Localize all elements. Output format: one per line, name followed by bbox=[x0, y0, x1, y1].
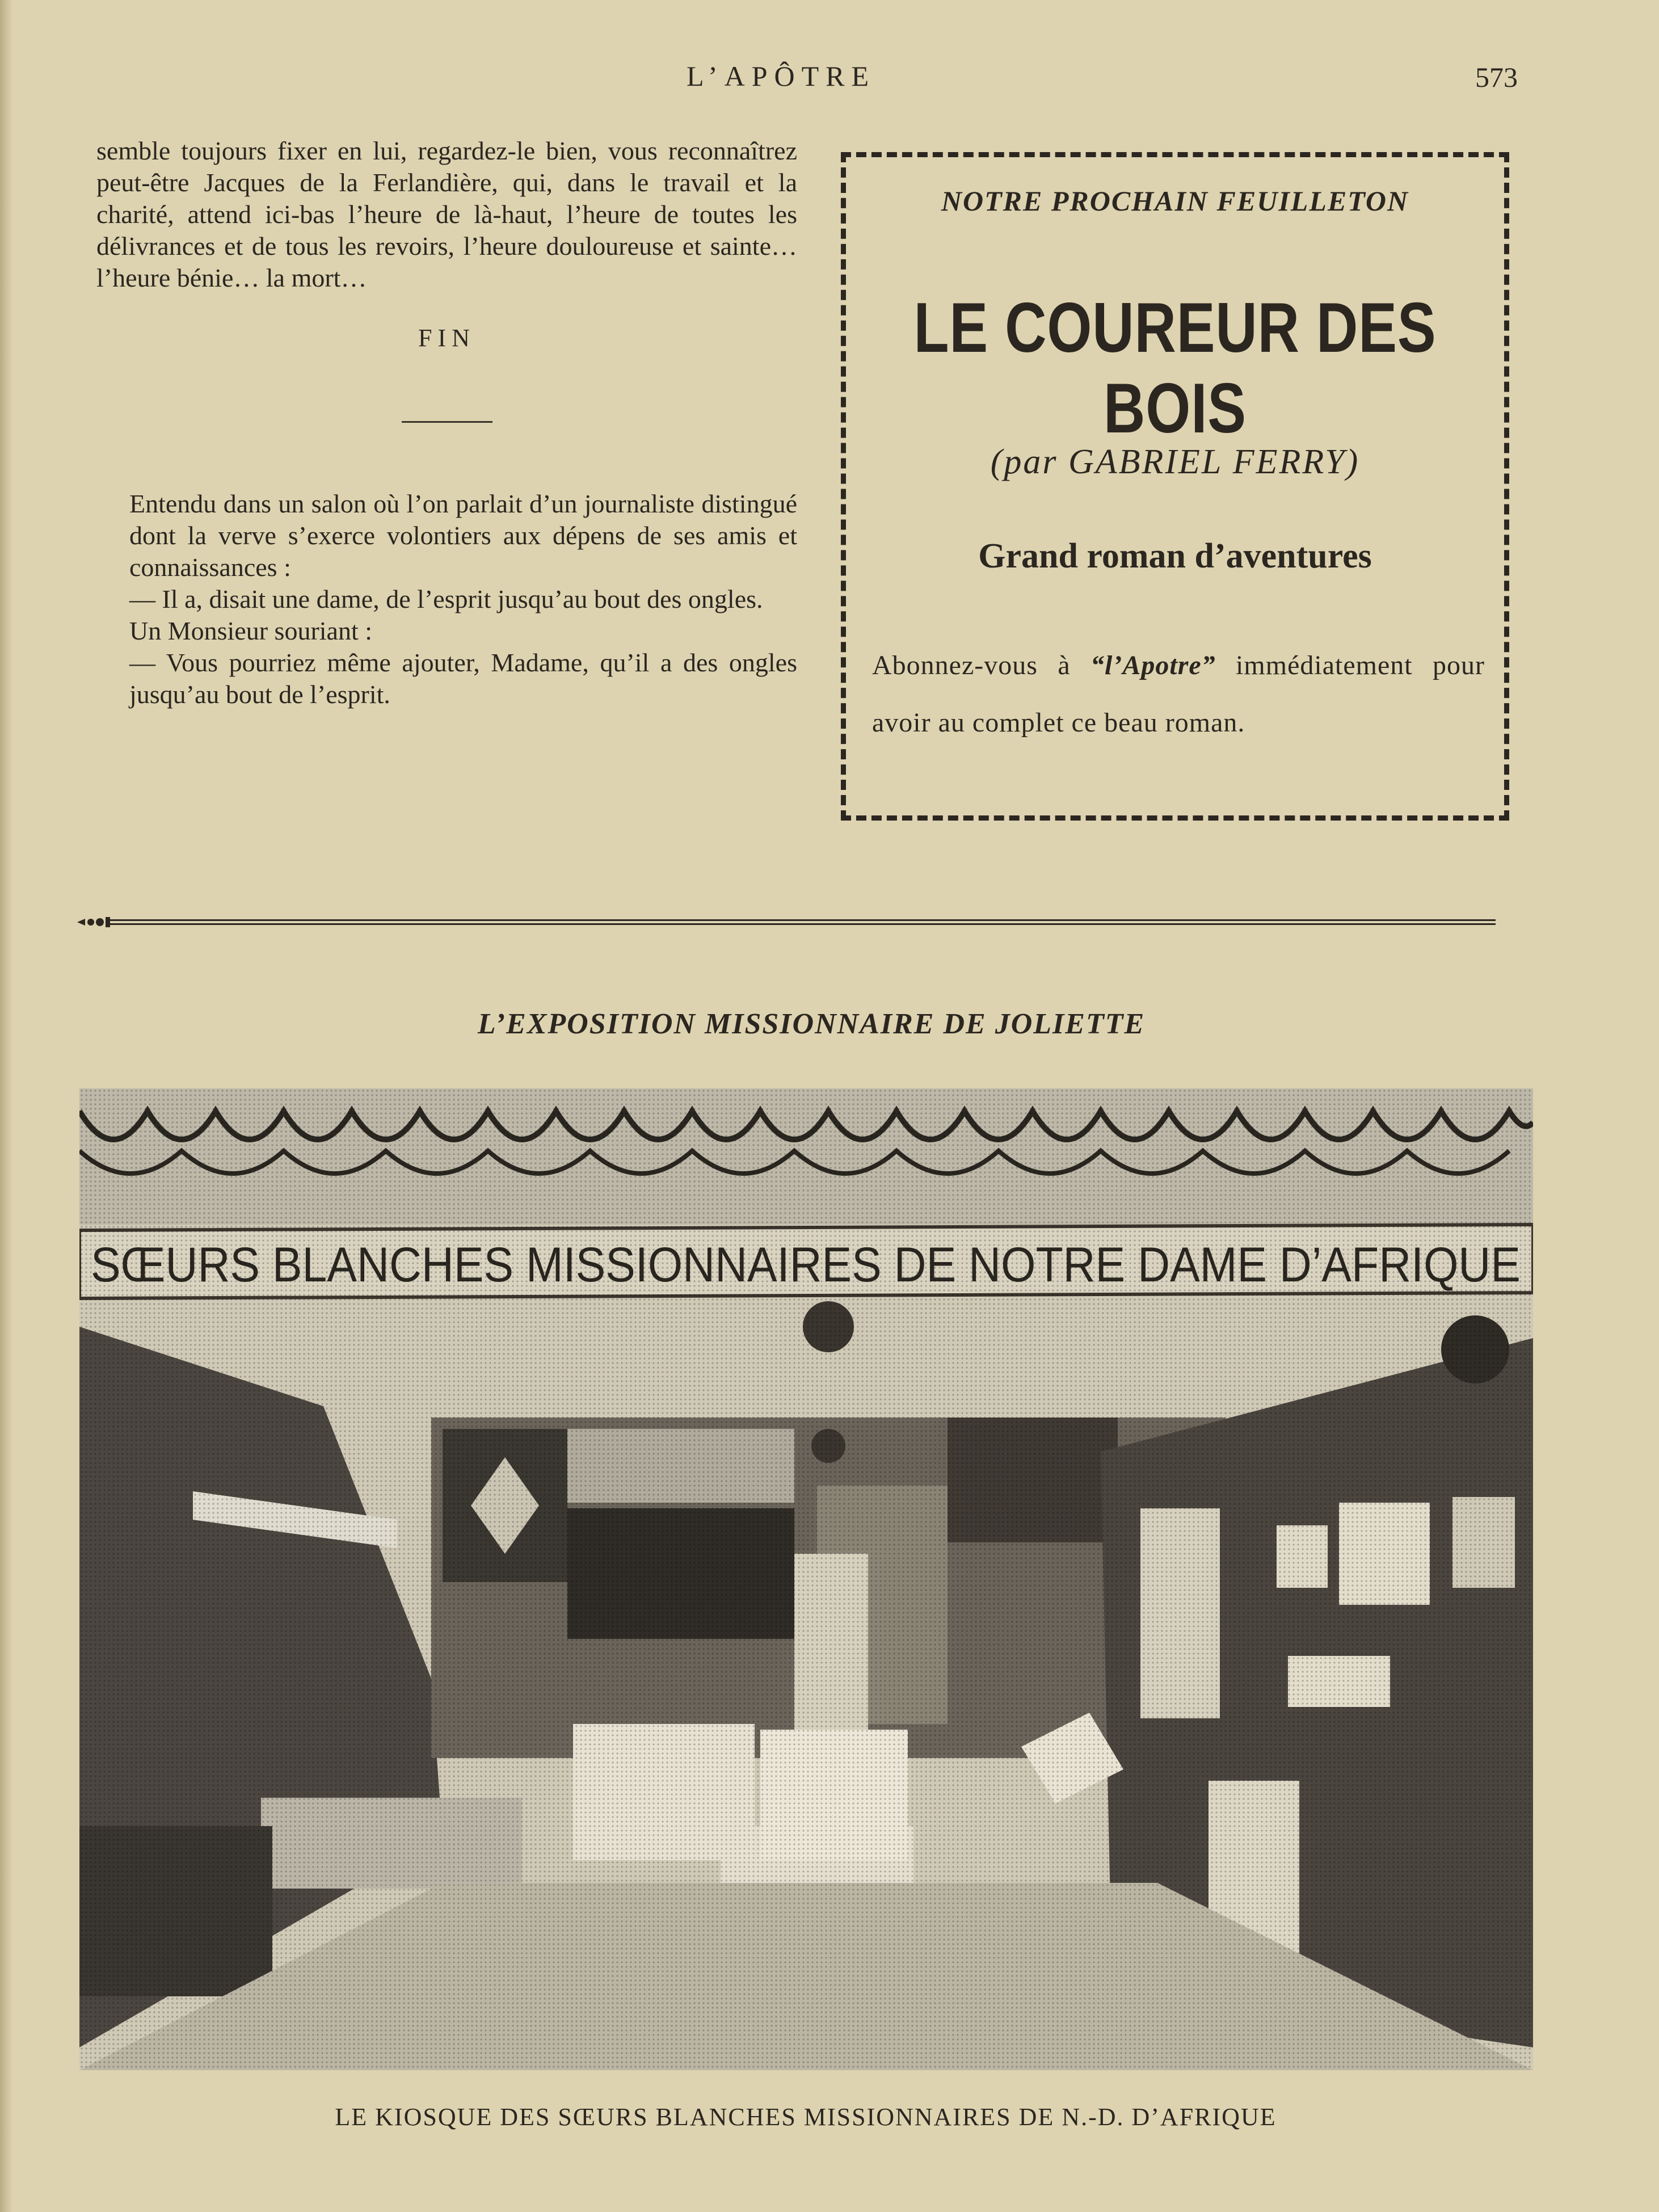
fin-marker: FIN bbox=[418, 324, 475, 352]
ad-body bbox=[872, 637, 1485, 751]
anecdote-paragraph: — Vous pourriez même ajouter, Madame, qu’il a des ongles jusqu’au bout de l’esprit. bbox=[129, 648, 797, 709]
running-title: L’APÔTRE bbox=[687, 60, 876, 92]
serial-advertisement-box bbox=[841, 152, 1509, 821]
left-column bbox=[96, 135, 797, 710]
ad-title: LE COUREUR DES BOIS bbox=[913, 289, 1437, 448]
photo-caption: LE KIOSQUE DES SŒURS BLANCHES MISSIONNAIRES DE N.-D. D’AFRIQUE bbox=[335, 2103, 1277, 2131]
exhibition-photo-illustration bbox=[79, 1088, 1533, 2070]
ad-body-text: immédiatement pour avoir au complet ce beau roman. bbox=[872, 650, 1485, 738]
section-heading: L’EXPOSITION MISSIONNAIRE DE JOLIETTE bbox=[477, 1008, 1146, 1040]
ad-magazine-name: “l’Apotre” bbox=[1090, 650, 1216, 680]
ad-author: (par GABRIEL FERRY) bbox=[990, 443, 1360, 481]
anecdote-paragraph: Un Monsieur souriant : bbox=[129, 616, 373, 645]
anecdote-paragraph: — Il a, disait une dame, de l’esprit jusqu’au bout des ongles. bbox=[129, 584, 763, 613]
ad-body-text: Abonnez-vous à bbox=[872, 650, 1091, 680]
exhibition-photo bbox=[79, 1088, 1533, 2070]
anecdote-paragraph: Entendu dans un salon où l’on parlait d’un journaliste distingué dont la verve s’exerce volontiers aux dépens de ses amis et connaissances : bbox=[129, 489, 797, 582]
page-binding-edge bbox=[0, 0, 12, 2212]
section-divider bbox=[402, 421, 492, 423]
anecdote bbox=[96, 488, 797, 710]
ornamental-rule bbox=[77, 914, 1496, 931]
ad-kicker: NOTRE PROCHAIN FEUILLETON bbox=[941, 185, 1409, 217]
ad-subtitle: Grand roman d’aventures bbox=[978, 537, 1372, 575]
running-head bbox=[0, 60, 1659, 99]
page-number: 573 bbox=[1475, 61, 1518, 93]
story-ending-paragraph: semble toujours fixer en lui, regardez-le bien, vous reconnaîtrez peut-être Jacques de la Ferlandière, qui, dans le travail et la charité, attend ici-bas l’heure de là-haut, l’heure de toutes les délivrances et de tous les revoirs, l’heure douloureuse et sainte… l’heure bénie… la mort… bbox=[96, 136, 797, 292]
